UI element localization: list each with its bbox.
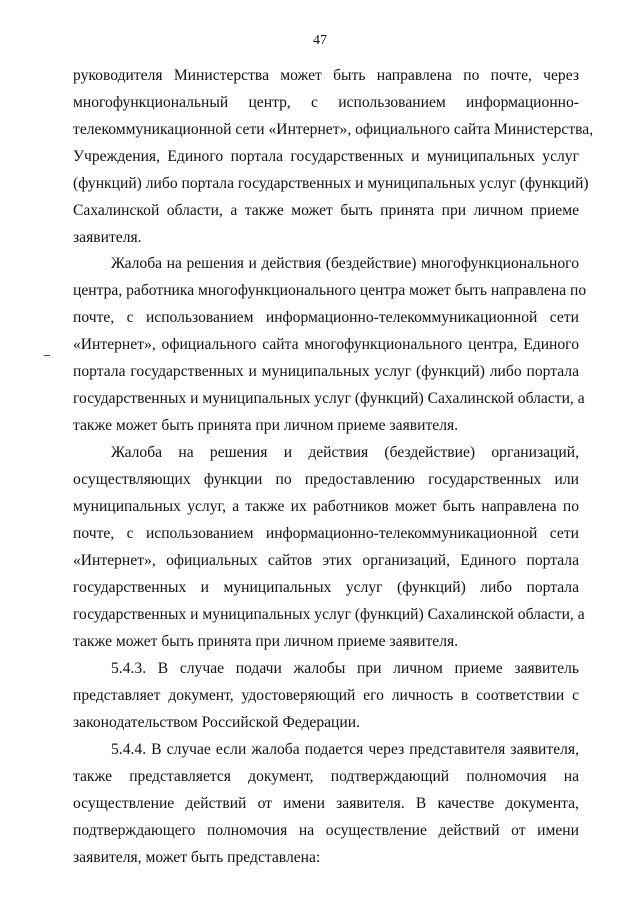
- page-number: 47: [313, 33, 327, 48]
- margin-mark: [44, 355, 50, 356]
- scan-artifact: [270, 8, 390, 24]
